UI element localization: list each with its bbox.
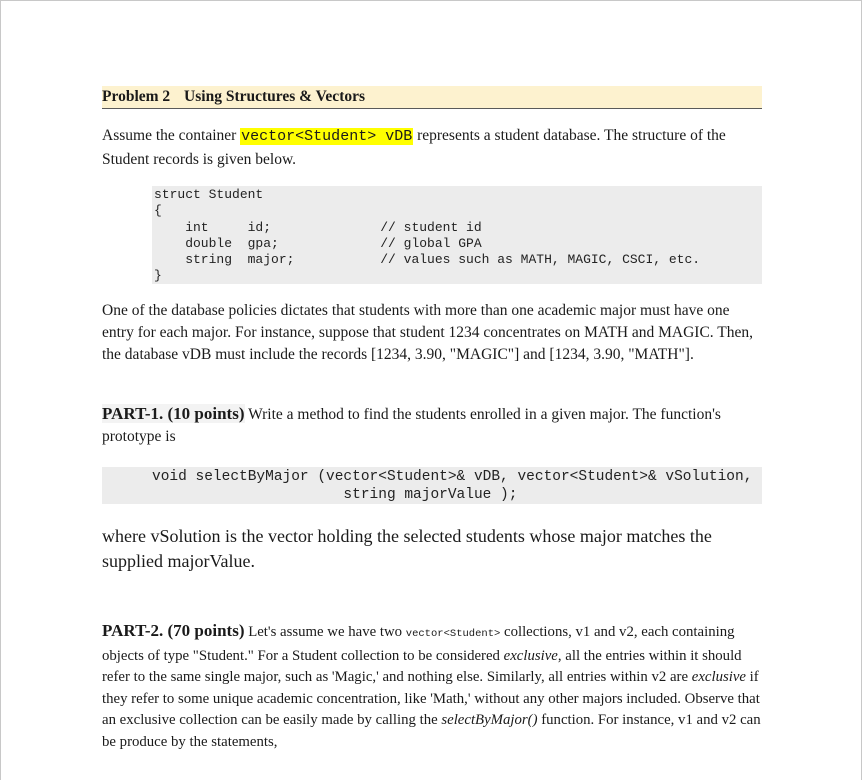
intro-text-end: represents a student database. The structure of the Student records is given below. — [102, 127, 726, 168]
policy-paragraph: One of the database policies dictates that students with more than one academic major must have one entry for each major. For instance, suppose that student 1234 concentrates on MATH and MAGIC. Then, the database vDB must include the records [1234, 3.90, "MAGIC"] and [1234, 3.90, "MATH"]. — [102, 302, 753, 363]
problem-number: Problem 2 — [102, 88, 171, 105]
part2-emphasis-1: exclusive — [503, 647, 558, 664]
part2-emphasis-2: exclusive — [691, 669, 746, 685]
prototype-code-block — [102, 467, 762, 504]
part2-paragraph — [102, 620, 762, 753]
where-paragraph: where vSolution is the vector holding the selected students whose major matches the supplied majorValue. — [102, 526, 712, 571]
highlighted-code: vector<Student> vDB — [241, 128, 413, 145]
prototype-code: void selectByMajor (vector<Student>& vDB, vector<Student>& vSolution, string majorValue ); — [152, 469, 753, 503]
part2-text-5: function. For instance, v1 and v2 can be produce by the statements, — [102, 712, 761, 750]
part2-label: PART-2. (70 points) — [102, 621, 245, 640]
part1-text: Write a method to find the students enrolled in a given major. The function's prototype is — [102, 406, 721, 445]
part2-text-2: collections, v1 and v2, each containing objects of type "Student." For a Student collection to be considered — [102, 624, 735, 664]
intro-paragraph — [102, 124, 762, 171]
struct-code-block — [152, 186, 762, 284]
part1-label: PART-1. (10 points) — [102, 404, 245, 423]
part2-inline-code: vector<Student> — [405, 628, 501, 640]
part2-text-4: if they refer to some unique academic concentration, like 'Math,' without any other majors included. Observe that an exclusive collection can be easily made by calling the — [102, 669, 760, 728]
problem-heading — [102, 86, 762, 109]
problem-title: Using Structures & Vectors — [184, 88, 366, 105]
struct-code: struct Student { int id; // student id double gpa; // global GPA string major; // values such as MATH, MAGIC, CSCI, etc. } — [154, 187, 701, 284]
part2-emphasis-3: selectByMajor() — [441, 712, 538, 728]
part1-paragraph — [102, 403, 762, 448]
part2-text-1: Let's assume we have two — [244, 624, 406, 640]
intro-text-start: Assume the container — [102, 127, 241, 144]
part2-text-3: , all the entries within it should refer to the same single major, such as 'Magic,' and nothing else. Similarly, all entries within v2 are — [102, 647, 742, 685]
